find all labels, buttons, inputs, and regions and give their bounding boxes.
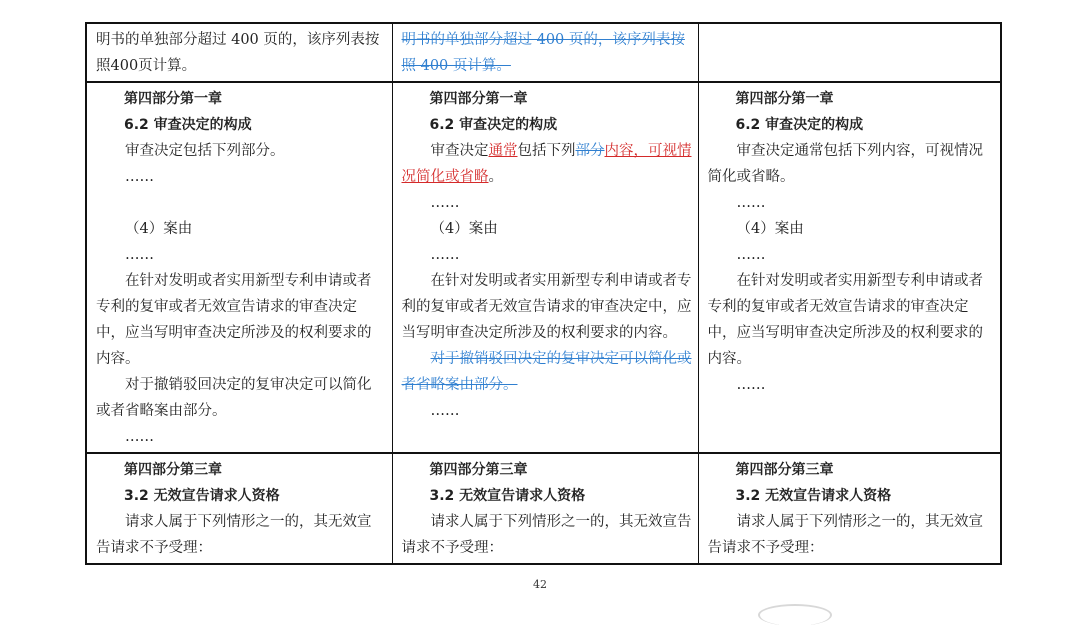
- cell-revised: [698, 453, 1001, 564]
- ellipsis: ……: [430, 247, 460, 263]
- chapter-heading: 第四部分第三章: [429, 462, 528, 478]
- item-label: （4）案由: [430, 221, 498, 237]
- cell-revision: [392, 23, 698, 82]
- cell-original: [86, 23, 392, 82]
- ellipsis: ……: [430, 195, 460, 211]
- paragraph: 请求人属于下列情形之一的，其无效宣告请求不予受理：: [707, 514, 983, 556]
- cell-revision: [392, 82, 698, 453]
- paragraph: 在针对发明或者实用新型专利申请或者专利的复审或者无效宣告请求的审查决定中，应当写明审查决定所涉及的权利要求的内容。: [707, 273, 983, 367]
- deleted-text: 部分: [575, 143, 605, 159]
- chapter-heading: 第四部分第三章: [124, 462, 222, 478]
- ellipsis: ……: [125, 429, 154, 445]
- ellipsis: ……: [430, 403, 460, 419]
- page-number: 42: [533, 578, 547, 591]
- text: 。: [488, 169, 503, 185]
- section-heading: 6.2 审查决定的构成: [735, 117, 864, 133]
- cell-text: 明书的单独部分超过 400 页的，该序列表按照400页计算。: [96, 32, 380, 74]
- ellipsis: ……: [736, 195, 766, 211]
- item-label: （4）案由: [125, 221, 193, 237]
- section-heading: 3.2 无效宣告请求人资格: [735, 488, 892, 504]
- section-heading: 6.2 审查决定的构成: [124, 117, 252, 133]
- paragraph: 审查决定通常包括下列内容，可视情况简化或省略。: [707, 143, 983, 185]
- table-row: [86, 23, 1001, 82]
- item-label: （4）案由: [736, 221, 804, 237]
- spacer: [96, 190, 386, 216]
- deleted-text: 明书的单独部分超过 400 页的，该序列表按照 400 页计算。: [401, 32, 685, 74]
- paragraph: 对于撤销驳回决定的复审决定可以简化或者省略案由部分。: [96, 377, 372, 419]
- chapter-heading: 第四部分第一章: [124, 91, 222, 107]
- cell-original: [86, 82, 392, 453]
- cell-revised: [698, 82, 1001, 453]
- watermark-logo: [758, 604, 832, 626]
- paragraph: 审查决定包括下列部分。: [125, 143, 285, 159]
- paragraph: 请求人属于下列情形之一的，其无效宣告请求不予受理：: [96, 514, 372, 556]
- inserted-text: 内容，可视情况简化或省略: [401, 143, 692, 185]
- cell-original: [86, 453, 392, 564]
- text: 包括下列: [517, 143, 576, 159]
- table-row: [86, 453, 1001, 564]
- ellipsis: ……: [736, 377, 766, 393]
- inserted-text: 通常: [488, 143, 518, 159]
- paragraph-revised: [402, 138, 692, 190]
- cell-revised: [698, 23, 1001, 82]
- chapter-heading: 第四部分第一章: [429, 91, 528, 107]
- comparison-table: [85, 22, 1002, 565]
- section-heading: 3.2 无效宣告请求人资格: [429, 488, 586, 504]
- ellipsis: ……: [736, 247, 766, 263]
- paragraph: 在针对发明或者实用新型专利申请或者专利的复审或者无效宣告请求的审查决定中，应当写明审查决定所涉及的权利要求的内容。: [401, 273, 692, 341]
- ellipsis: ……: [125, 169, 154, 185]
- paragraph: 在针对发明或者实用新型专利申请或者专利的复审或者无效宣告请求的审查决定中，应当写明审查决定所涉及的权利要求的内容。: [96, 273, 372, 367]
- table-row: [86, 82, 1001, 453]
- paragraph: 请求人属于下列情形之一的，其无效宣告请求不予受理：: [401, 514, 692, 556]
- chapter-heading: 第四部分第三章: [735, 462, 834, 478]
- section-heading: 6.2 审查决定的构成: [429, 117, 558, 133]
- deleted-paragraph: 对于撤销驳回决定的复审决定可以简化或者省略案由部分。: [401, 351, 692, 393]
- ellipsis: ……: [125, 247, 154, 263]
- chapter-heading: 第四部分第一章: [735, 91, 834, 107]
- section-heading: 3.2 无效宣告请求人资格: [124, 488, 280, 504]
- cell-revision: [392, 453, 698, 564]
- text: 审查决定: [430, 143, 489, 159]
